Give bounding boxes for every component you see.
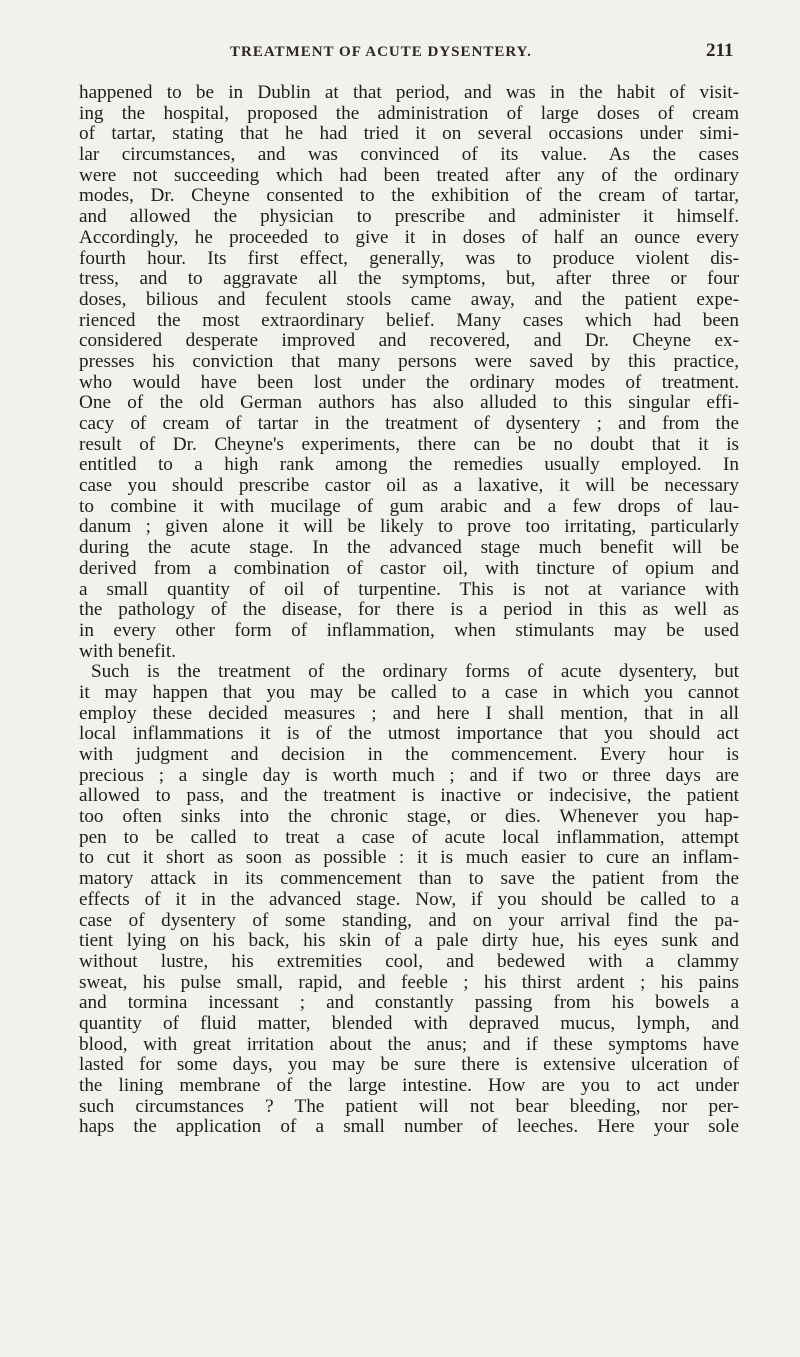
text-line: who would have been lost under the ordinary modes of treatment. (79, 372, 739, 393)
text-line: danum ; given alone it will be likely to prove too irritating, particularly (79, 517, 739, 538)
text-line: to cut it short as soon as possible : it is much easier to cure an inflam- (79, 848, 739, 869)
text-line: local inflammations it is of the utmost importance that you should act (79, 724, 739, 745)
text-line: derived from a combination of castor oil, with tincture of opium and (79, 558, 739, 579)
text-line: allowed to pass, and the treatment is inactive or indecisive, the patient (79, 786, 739, 807)
text-line: fourth hour. Its first effect, generally, was to produce violent dis- (79, 248, 739, 269)
text-line: considered desperate improved and recovered, and Dr. Cheyne ex- (79, 331, 739, 352)
text-line: Accordingly, he proceeded to give it in doses of half an ounce every (79, 227, 739, 248)
text-line: were not succeeding which had been treated after any of the ordinary (79, 165, 739, 186)
text-line: a small quantity of oil of turpentine. This is not at variance with (79, 579, 739, 600)
text-line: quantity of fluid matter, blended with depraved mucus, lymph, and (79, 1013, 739, 1034)
text-line: modes, Dr. Cheyne consented to the exhibition of the cream of tartar, (79, 186, 739, 207)
text-line: lar circumstances, and was convinced of its value. As the cases (79, 145, 739, 166)
text-line: matory attack in its commencement than to save the patient from the (79, 869, 739, 890)
text-line: result of Dr. Cheyne's experiments, there can be no doubt that it is (79, 434, 739, 455)
text-line: employ these decided measures ; and here I shall mention, that in all (79, 703, 739, 724)
text-line: haps the application of a small number of leeches. Here your sole (79, 1117, 739, 1138)
text-line: of tartar, stating that he had tried it on several occasions under simi- (79, 124, 739, 145)
text-line: effects of it in the advanced stage. Now, if you should be called to a (79, 889, 739, 910)
text-line: case of dysentery of some standing, and on your arrival find the pa- (79, 910, 739, 931)
text-line: rienced the most extraordinary belief. Many cases which had been (79, 310, 739, 331)
text-line: lasted for some days, you may be sure there is extensive ulceration of (79, 1055, 739, 1076)
text-line: to combine it with mucilage of gum arabic and a few drops of lau- (79, 496, 739, 517)
running-head-title: TREATMENT OF ACUTE DYSENTERY. (230, 44, 532, 60)
text-line: pen to be called to treat a case of acute local inflammation, attempt (79, 827, 739, 848)
text-line: and tormina incessant ; and constantly passing from his bowels a (79, 993, 739, 1014)
text-line: too often sinks into the chronic stage, or dies. Whenever you hap- (79, 807, 739, 828)
text-line: cacy of cream of tartar in the treatment of dysentery ; and from the (79, 414, 739, 434)
text-line: and allowed the physician to prescribe and administer it himself. (79, 207, 739, 228)
text-line: ing the hospital, proposed the administration of large doses of cream (79, 103, 739, 124)
text-line: the lining membrane of the large intestine. How are you to act under (79, 1076, 739, 1096)
text-line: tress, and to aggravate all the symptoms, but, after three or four (79, 269, 739, 290)
text-line: precious ; a single day is worth much ; and if two or three days are (79, 765, 739, 786)
text-line: tient lying on his back, his skin of a pale dirty hue, his eyes sunk and (79, 931, 739, 952)
text-line: presses his conviction that many persons were saved by this practice, (79, 351, 739, 372)
text-line: happened to be in Dublin at that period, and was in the habit of visit- (79, 83, 739, 103)
text-line: with benefit. (79, 641, 176, 662)
text-line: during the acute stage. In the advanced stage much benefit will be (79, 538, 739, 559)
body-text (79, 83, 739, 1138)
text-line: doses, bilious and feculent stools came away, and the patient expe- (79, 289, 739, 310)
page-number: 211 (706, 40, 734, 61)
text-line: in every other form of inflammation, when stimulants may be used (79, 620, 739, 641)
text-line: the pathology of the disease, for there is a period in this as well as (79, 600, 739, 621)
text-line: with judgment and decision in the commencement. Every hour is (79, 745, 739, 765)
text-line: without lustre, his extremities cool, and bedewed with a clammy (79, 951, 739, 972)
text-line: entitled to a high rank among the remedies usually employed. In (79, 455, 739, 476)
text-line: blood, with great irritation about the anus; and if these symptoms have (79, 1034, 739, 1055)
text-line: case you should prescribe castor oil as a laxative, it will be necessary (79, 476, 739, 497)
text-line: Such is the treatment of the ordinary forms of acute dysentery, but (91, 662, 739, 683)
text-line: it may happen that you may be called to a case in which you cannot (79, 682, 739, 703)
text-line: such circumstances ? The patient will not bear bleeding, nor per- (79, 1096, 739, 1117)
text-line: sweat, his pulse small, rapid, and feeble ; his thirst ardent ; his pains (79, 972, 739, 993)
text-line: One of the old German authors has also alluded to this singular effi- (79, 393, 739, 414)
